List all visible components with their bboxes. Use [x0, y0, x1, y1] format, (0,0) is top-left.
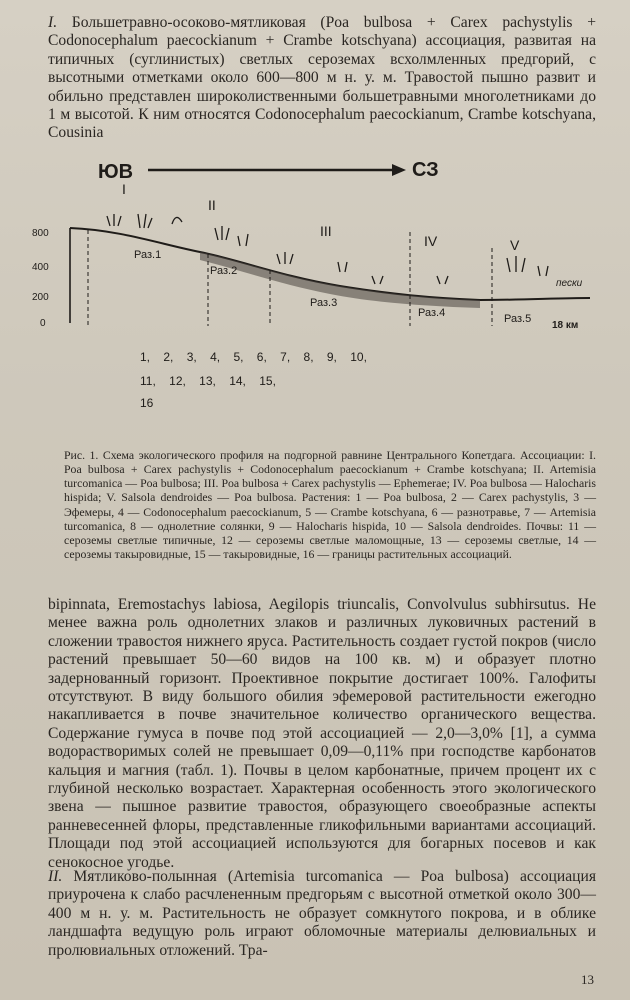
paragraph-text: Мятликово-полынная (Artemisia turcomanica — Poa bulbosa) ассоциация приурочена к слабо расчлененным предгорьям с высотной отметкой около 300—400 м н. у. м. Растительность не образует сомкнутого покрова, и в облике ландшафта ведущую роль играют обломочные материалы делювиальных и пролювиальных отложений. Тра- — [48, 868, 596, 959]
legend-item-10: 10, — [350, 350, 367, 364]
legend-item-8: 8, — [303, 350, 314, 364]
legend-item-14: 14, — [229, 374, 246, 388]
legend-item-1: 1, — [140, 350, 151, 364]
section-label-4: Раз.4 — [418, 307, 446, 319]
section-label-2: Раз.2 — [210, 265, 238, 277]
distance-label: 18 км — [552, 320, 579, 331]
ecological-profile-figure — [32, 148, 600, 438]
direction-arrowhead — [392, 164, 406, 176]
sand-label: пески — [556, 278, 583, 289]
legend-soils-row — [140, 374, 286, 388]
paragraph-continuation — [48, 596, 596, 872]
direction-right-label: СЗ — [412, 159, 439, 181]
profile-diagram — [32, 148, 600, 438]
legend-boundary-row — [140, 396, 163, 410]
elevation-tick-400: 400 — [32, 262, 49, 273]
zone-label-1: I — [122, 181, 126, 197]
paragraph-text: bipinnata, Eremostachys labiosa, Aegilopis triuncalis, Convolvulus subhirsutus. Не менее важна роль однолетних злаков и различных луковичных растений в сложении травостоя нижнего яруса. Растительность создает густой покров (число растений превышает 50—60 видов на 100 кв. м) и образует плотно задернованный горизонт. Проективное покрытие достигает 100%. Галофиты отсутствуют. В виду большого обилия эфемеровой растительности ежегодно накапливается в почве значительное количество органического вещества. Содержание гумуса в почве под этой ассоциацией — 2,0—3,0% [1], а сумма водорастворимых солей не превышает 0,09—0,11% при господстве карбонатов кальция и магния (табл. 1). Почвы в целом карбонатные, причем процент их с глубиной несколько возрастает. Характерная особенность этого экологического звена — пышное развитие травостоя, образующего своеобразные аспекты ранневесенней флоры, представленные гликофильными вариантами ассоциаций. Площади под этой ассоциацией используются для богарных посевов и как сенокосное угодье. — [48, 596, 596, 871]
legend-plants-row — [140, 350, 377, 364]
legend-item-2: 2, — [163, 350, 174, 364]
zone-label-2: II — [208, 197, 216, 213]
paragraph-association-2 — [48, 868, 596, 960]
legend-item-11: 11, — [140, 374, 156, 388]
legend-item-5: 5, — [233, 350, 244, 364]
paragraph-text: Большетравно-осоково-мятликовая (Poa bulbosa + Carex pachystylis + Codonocephalum paecockianum + Crambe kotschyana) ассоциация, развитая на типичных (суглинистых) светлых сероземах всхолмленных предгорий, с высотными отметками около 600—800 м н. у. м. Травостой пышно развит и обильно представлен широколиственными большетравными многолетниками до 1 м высотой. К ним относятся Codonocephalum paecockianum, Crambe kotschyana, Cousinia — [48, 14, 596, 142]
section-label-5: Раз.5 — [504, 313, 532, 325]
section-label-3: Раз.3 — [310, 297, 338, 309]
zone-label-5: V — [510, 237, 520, 253]
paragraph-number: II. — [48, 868, 63, 885]
paragraph-number: I. — [48, 14, 58, 31]
legend-item-15: 15, — [259, 374, 276, 388]
elevation-tick-0: 0 — [40, 318, 46, 329]
elevation-tick-800: 800 — [32, 228, 49, 239]
legend-item-7: 7, — [280, 350, 291, 364]
zone-label-3: III — [320, 223, 332, 239]
direction-left-label: ЮВ — [98, 161, 134, 183]
legend-item-9: 9, — [326, 350, 337, 364]
legend-item-12: 12, — [169, 374, 186, 388]
section-label-1: Раз.1 — [134, 249, 162, 261]
legend-item-3: 3, — [186, 350, 197, 364]
zone-label-4: IV — [424, 233, 438, 249]
legend-item-4: 4, — [210, 350, 221, 364]
figure-caption — [64, 448, 596, 562]
page-number: 13 — [581, 972, 594, 987]
legend-item-13: 13, — [199, 374, 216, 388]
legend-item-16: 16 — [140, 396, 154, 410]
paragraph-association-1 — [48, 14, 596, 143]
elevation-tick-200: 200 — [32, 292, 49, 303]
legend-item-6: 6, — [256, 350, 267, 364]
caption-text: Рис. 1. Схема экологического профиля на подгорной равнине Центрального Копетдага. Ассоциации: I. Poa bulbosa + Carex pachystylis + Codonocephalum paecockianum + Crambe kotschyana; II. Artemisia turcomanica — Poa bulbosa; III. Poa bulbosa + Carex pachystylis — Ephemerae; IV. Poa bulbosa — Halocharis hispida; V. Salsola dendroides — Poa bulbosa. Растения: 1 — Poa bulbosa, 2 — Carex pachystylis, 3 — Эфемеры, 4 — Codonocephalum paecockianum, 5 — Crambe kotschyana, 6 — разнотравье, 7 — Artemisia turcomanica, 8 — однолетние солянки, 9 — Halocharis hispida, 10 — Salsola dendroides. Почвы: 11 — сероземы светлые типичные, 12 — сероземы светлые маломощные, 13 — сероземы светлые, 14 — сероземы такыровидные, 15 — такыровидные, 16 — границы растительных ассоциаций. — [64, 447, 596, 562]
